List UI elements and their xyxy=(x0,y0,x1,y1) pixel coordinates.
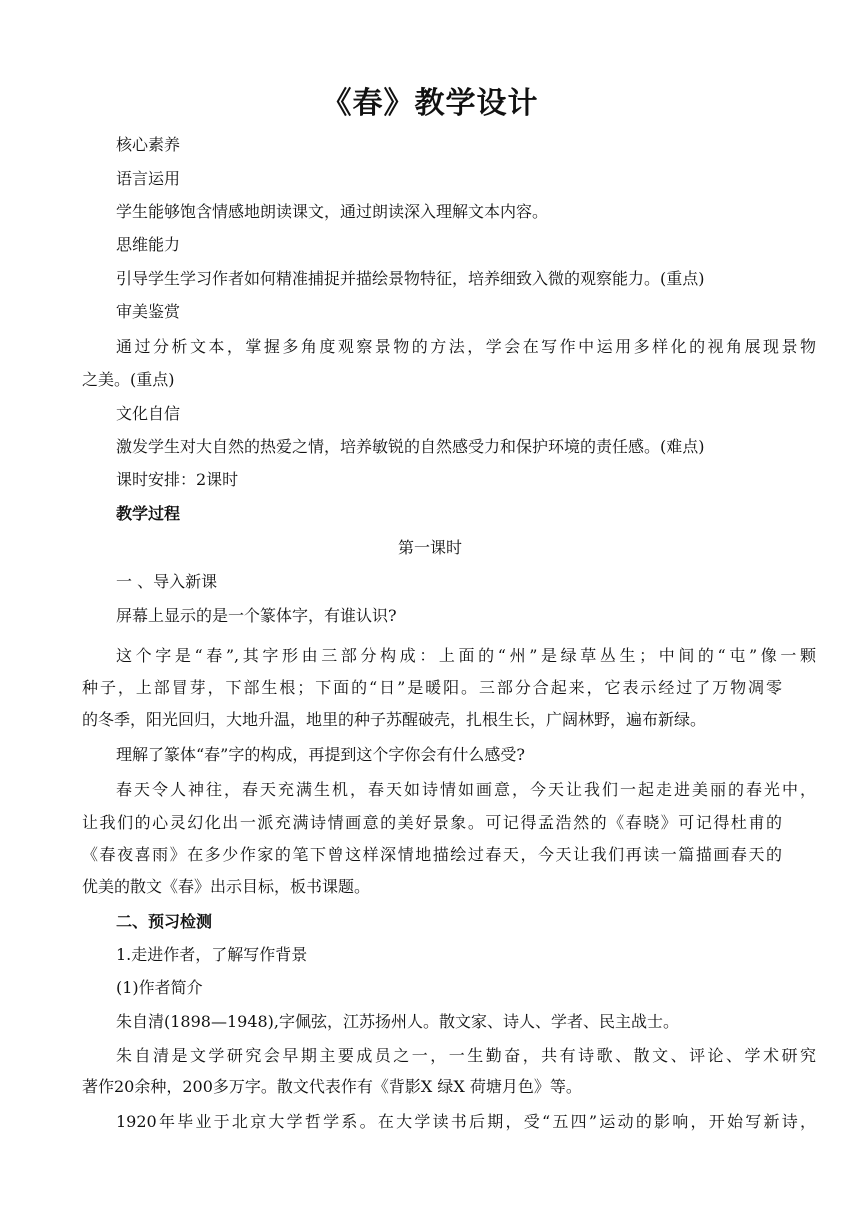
paragraph-text: 朱自清是文学研究会早期主要成员之一，一生勤奋，共有诗歌、散文、评论、学术研究 xyxy=(116,1046,816,1065)
subheading-author-intro: (1)作者简介 xyxy=(116,978,203,997)
paragraph-text: 激发学生对大自然的热爱之情，培养敏锐的自然感受力和保护环境的责任感。(难点) xyxy=(116,437,705,456)
heading-thinking-ability: 思维能力 xyxy=(116,235,181,254)
paragraph-text: 朱自清(1898—1948),字佩弦，江苏扬州人。散文家、诗人、学者、民主战士。 xyxy=(116,1012,680,1031)
heading-teaching-process: 教学过程 xyxy=(116,504,181,523)
paragraph-text: 通过分析文本，掌握多角度观察景物的方法，学会在写作中运用多样化的视角展现景物 xyxy=(116,337,816,356)
heading-first-lesson: 第一课时 xyxy=(397,538,462,557)
paragraph-text: 理解了篆体“春”字的构成，再提到这个字你会有什么感受? xyxy=(116,745,525,764)
paragraph-text: 的冬季，阳光回归，大地升温，地里的种子苏醒破壳，扎根生长，广阔林野，遍布新绿。 xyxy=(82,710,707,729)
page-title: 《春》教学设计 xyxy=(321,86,539,121)
paragraph-text: 引导学生学习作者如何精准捕捉并描绘景物特征，培养细致入微的观察能力。(重点) xyxy=(116,269,705,288)
paragraph-text: 种子，上部冒芽，下部生根；下面的“日”是暖阳。三部分合起来，它表示经过了万物凋零 xyxy=(82,678,782,697)
schedule-text: 课时安排：2课时 xyxy=(116,470,239,489)
paragraph-text: 之美。(重点) xyxy=(82,370,175,389)
paragraph-text: 这个字是“春”,其字形由三部分构成：上面的“州”是绿草丛生；中间的“屯”像一颗 xyxy=(116,646,816,665)
heading-section-one: 一 、导入新课 xyxy=(116,572,218,591)
paragraph-text: 1920年毕业于北京大学哲学系。在大学读书后期，受“五四”运动的影响，开始写新诗， xyxy=(116,1112,816,1131)
heading-cultural-confidence: 文化自信 xyxy=(116,404,181,423)
paragraph-text: 著作20余种，200多万字。散文代表作有《背影X 绿X 荷塘月色》等。 xyxy=(82,1077,582,1096)
heading-section-two: 二、预习检测 xyxy=(116,912,213,931)
heading-language-use: 语言运用 xyxy=(116,169,181,188)
paragraph-text: 屏幕上显示的是一个篆体字，有谁认识? xyxy=(116,606,397,625)
heading-aesthetic-appreciation: 审美鉴赏 xyxy=(116,302,181,321)
paragraph-text: 学生能够饱含情感地朗读课文，通过朗读深入理解文本内容。 xyxy=(116,202,549,221)
paragraph-text: 春天令人神往，春天充满生机，春天如诗情如画意，今天让我们一起走进美丽的春光中， xyxy=(116,780,816,799)
paragraph-text: 《春夜喜雨》在多少作家的笔下曾这样深情地描绘过春天，今天让我们再读一篇描画春天的 xyxy=(82,845,782,864)
subheading-author-background: 1.走进作者，了解写作背景 xyxy=(116,945,308,964)
heading-core-literacy: 核心素养 xyxy=(116,135,181,154)
paragraph-text: 让我们的心灵幻化出一派充满诗情画意的美好景象。可记得孟浩然的《春晓》可记得杜甫的 xyxy=(82,813,782,832)
paragraph-text: 优美的散文《春》出示目标，板书课题。 xyxy=(82,877,371,896)
